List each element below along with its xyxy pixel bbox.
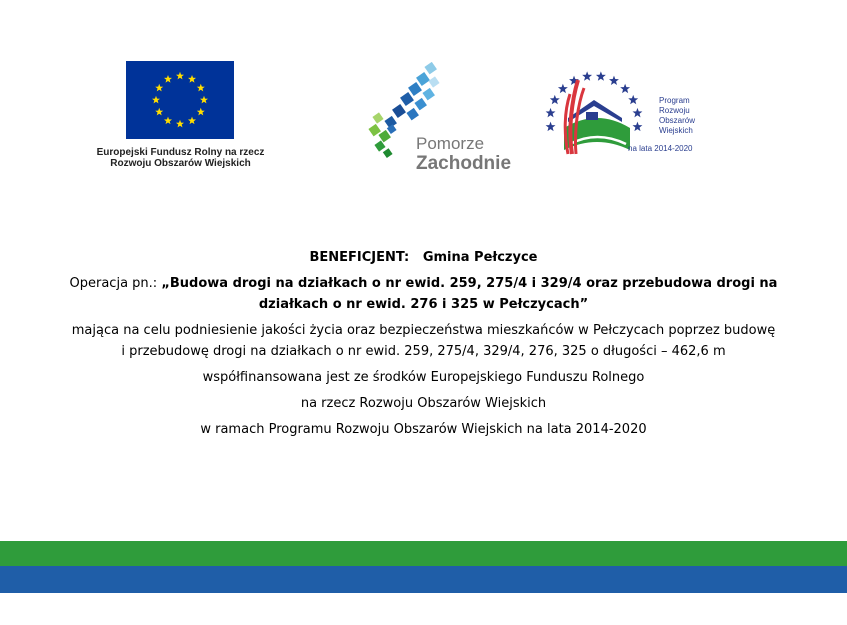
footer-green-band	[0, 541, 847, 566]
prow-star	[620, 84, 630, 93]
eu-flag-icon	[126, 61, 234, 139]
beneficiary-name: Gmina Pełczyce	[422, 250, 538, 265]
pomorze-line: Pomorze	[416, 134, 485, 153]
eu-caption	[88, 147, 273, 169]
prow-line3: Obszarów	[659, 116, 696, 125]
prow-star	[596, 71, 606, 80]
eu-logo	[88, 61, 273, 169]
prow-line2: Rozwoju	[659, 106, 690, 115]
beneficiary-line	[40, 247, 807, 268]
prow-line1: Program	[659, 96, 690, 105]
operation-title-2: działkach o nr ewid. 276 i 325 w Pełczycach”	[258, 297, 589, 312]
operation-prefix: Operacja pn.:	[69, 276, 158, 291]
financing-line-3: w ramach Programu Rozwoju Obszarów Wiejskich na lata 2014-2020	[200, 422, 647, 437]
prow-line4: Wiejskich	[659, 126, 693, 135]
prow-star	[628, 95, 638, 104]
prow-star	[550, 95, 560, 104]
purpose-line-1: mająca na celu podniesienie jakości życia oraz bezpieczeństwa mieszkańców w Pełczycach poprzez budowę	[71, 323, 776, 338]
purpose-line-2: i przebudowę drogi na działkach o nr ewid. 259, 275/4, 329/4, 276, 325 o długości – 462,6 m	[121, 344, 726, 359]
pomorze-zachodnie-wordmark	[416, 134, 511, 174]
pomorze-zachodnie-logo	[368, 62, 518, 174]
operation-line	[40, 273, 807, 294]
prow-star	[609, 76, 619, 85]
announcement-text	[40, 247, 807, 440]
financing-line-1: współfinansowana jest ze środków Europejskiego Funduszu Rolnego	[202, 370, 645, 385]
prow-years: na lata 2014-2020	[628, 144, 693, 153]
footer-blue-band	[0, 566, 847, 593]
zachodnie-line: Zachodnie	[416, 153, 512, 174]
eu-caption-line1: Europejski Fundusz Rolny na rzecz	[96, 147, 265, 158]
operation-title-1: „Budowa drogi na działkach o nr ewid. 259, 275/4 i 329/4 oraz przebudowa drogi na	[161, 276, 778, 291]
financing-line-2: na rzecz Rozwoju Obszarów Wiejskich	[300, 396, 547, 411]
prow-logo	[542, 58, 712, 168]
prow-star	[546, 108, 556, 117]
prow-star	[558, 84, 568, 93]
prow-star	[633, 122, 643, 131]
prow-title	[659, 96, 695, 136]
beneficiary-label: BENEFICJENT:	[309, 250, 410, 265]
prow-star	[546, 122, 556, 131]
prow-star	[633, 108, 643, 117]
prow-star	[582, 71, 592, 80]
eu-caption-line2: Rozwoju Obszarów Wiejskich	[110, 158, 251, 169]
